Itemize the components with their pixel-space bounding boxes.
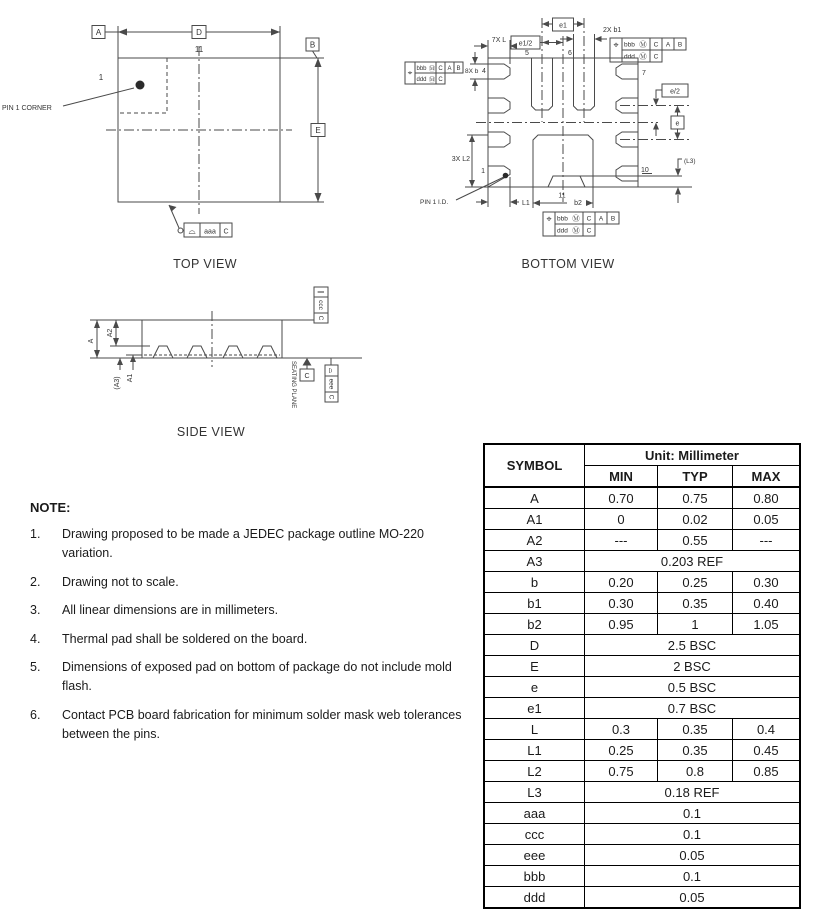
cell-symbol: e: [484, 677, 585, 698]
fcf-eee-label: eee: [327, 378, 335, 390]
lead-bump: [257, 346, 277, 358]
arrowhead: [577, 21, 584, 27]
table-header-row: [484, 444, 800, 466]
note-number: 3.: [30, 603, 41, 618]
arrowhead: [481, 43, 488, 49]
note-text: Drawing not to scale.: [62, 574, 179, 589]
thermal-pad-notch: [548, 176, 585, 187]
pad-pin10: [616, 166, 638, 181]
cell-symbol: eee: [484, 845, 585, 866]
top-view-drawing: [0, 10, 360, 255]
datum-b-label: B: [309, 40, 316, 50]
fcf-datum-label: B: [456, 66, 461, 72]
arrowhead: [94, 350, 100, 358]
col-header-unit: Unit: Millimeter: [585, 444, 801, 466]
dim-2xb1-label: 2X b1: [603, 27, 622, 34]
fcf-datum-label: C: [438, 66, 443, 72]
fcf-ddd-label: ddd: [416, 77, 427, 83]
m-modifier-icon: Ⓜ: [572, 214, 580, 223]
fcf-datum-label: A: [665, 41, 671, 49]
table-row: [484, 677, 800, 698]
side-view-caption: SIDE VIEW: [176, 425, 246, 439]
pin1-id-dot: [503, 173, 509, 179]
seating-plane-label: SEATING PLANE: [290, 361, 296, 409]
table-row: [484, 761, 800, 782]
notes-section: [30, 500, 468, 753]
arrowhead: [542, 40, 549, 45]
position-symbol-icon: ⌖: [613, 40, 619, 50]
arrowhead: [556, 40, 563, 45]
cell-min: 0.70: [585, 487, 658, 509]
cell-span-value: 0.7 BSC: [585, 698, 801, 719]
pin7-label: 7: [642, 70, 646, 77]
table-row: [484, 803, 800, 824]
cell-min: 0.25: [585, 740, 658, 761]
fcf-datum-label: A: [447, 66, 452, 72]
datum-c-label: C: [304, 373, 310, 380]
fcf-ddd-label: ddd: [624, 53, 635, 61]
m-modifier-icon: Ⓜ: [639, 52, 647, 61]
note-number: 1.: [30, 527, 41, 541]
fcf-datum-label: C: [317, 315, 324, 321]
side-view-drawing: [70, 285, 370, 430]
note-text: Dimensions of exposed pad on bottom of package do not include mold flash.: [62, 659, 452, 694]
note-number: 4.: [30, 631, 41, 646]
pad-pin7: [616, 64, 638, 79]
cell-typ: 0.75: [658, 487, 733, 509]
note-item: [30, 601, 468, 620]
cell-max: 0.30: [733, 572, 801, 593]
col-header-min: MIN: [585, 466, 658, 488]
table-row: [484, 551, 800, 572]
profile-symbol-icon: ⌓: [327, 367, 334, 374]
arrowhead: [510, 199, 517, 205]
cell-min: 0.30: [585, 593, 658, 614]
dim-ehalf-leader: [656, 90, 662, 98]
arrowhead: [113, 338, 119, 346]
cell-symbol: D: [484, 635, 585, 656]
table-row: [484, 740, 800, 761]
cell-symbol: A: [484, 487, 585, 509]
note-item: [30, 525, 468, 564]
pad-pin6: [574, 58, 595, 110]
m-modifier-icon: Ⓜ: [639, 40, 647, 49]
bottom-view-caption: BOTTOM VIEW: [521, 257, 615, 271]
cell-span-value: 0.5 BSC: [585, 677, 801, 698]
note-text: All linear dimensions are in millimeters.: [62, 603, 279, 618]
pin5-label: 5: [525, 50, 529, 57]
fcf-datum-c-label: C: [223, 228, 229, 236]
cell-symbol: b2: [484, 614, 585, 635]
arrowhead: [315, 193, 322, 202]
cell-min: 0.75: [585, 761, 658, 782]
thermal-pad-outline: [533, 135, 593, 187]
position-symbol-icon: ⌖: [546, 214, 552, 224]
cell-typ: 0.35: [658, 593, 733, 614]
arrowhead: [567, 36, 574, 42]
note-item: [30, 630, 468, 649]
cell-symbol: A2: [484, 530, 585, 551]
fcf-datum-label: C: [586, 227, 592, 235]
dim-3xl2-label: 3X L2: [451, 156, 470, 163]
datum-a-label: A: [95, 28, 102, 37]
cell-symbol: A3: [484, 551, 585, 572]
pin1-corner-label: PIN 1 CORNER: [2, 105, 52, 112]
fcf-datum-label: C: [438, 77, 443, 83]
notes-title: NOTE:: [30, 500, 71, 515]
note-item: [30, 706, 468, 745]
cell-symbol: L: [484, 719, 585, 740]
cell-min: 0: [585, 509, 658, 530]
cell-min: 0.20: [585, 572, 658, 593]
note-number: 5.: [30, 659, 41, 674]
fcf-frame-bottom: [543, 212, 619, 236]
all-around-icon: [178, 228, 183, 233]
cell-symbol: b1: [484, 593, 585, 614]
arrowhead: [675, 106, 681, 113]
fcf-datum-label: C: [653, 41, 659, 49]
dim-l3-label: (L3): [684, 158, 696, 165]
cell-max: 0.45: [733, 740, 801, 761]
cell-span-value: 0.1: [585, 803, 801, 824]
table-row: [484, 593, 800, 614]
arrowhead: [595, 36, 602, 42]
arrowhead: [586, 200, 593, 206]
cell-span-value: 0.05: [585, 887, 801, 909]
pin1-label: 1: [481, 168, 485, 175]
fcf-datum-label: B: [677, 41, 683, 49]
bottom-view-drawing: [400, 10, 745, 245]
m-modifier-icon: Ⓜ: [428, 65, 436, 73]
cell-max: 0.85: [733, 761, 801, 782]
fcf-datum-label: C: [586, 215, 592, 223]
cell-symbol: e1: [484, 698, 585, 719]
table-row: [484, 824, 800, 845]
arrowhead: [533, 200, 540, 206]
arrowhead: [118, 29, 127, 36]
arrowhead: [469, 180, 475, 187]
arrowhead: [271, 29, 280, 36]
arrowhead: [481, 199, 488, 205]
cell-span-value: 0.203 REF: [585, 551, 801, 572]
arrowhead: [653, 99, 659, 106]
fcf-ddd-label: ddd: [557, 227, 568, 235]
cell-max: 1.05: [733, 614, 801, 635]
fcf-datum-label: C: [653, 53, 659, 61]
cell-symbol: A1: [484, 509, 585, 530]
table-row: [484, 635, 800, 656]
cell-max: 0.40: [733, 593, 801, 614]
arrowhead: [675, 169, 681, 177]
arrowhead: [315, 58, 322, 67]
cell-typ: 0.02: [658, 509, 733, 530]
note-item: [30, 658, 468, 697]
profile-symbol-icon: ⌓: [188, 226, 196, 236]
table-row: [484, 845, 800, 866]
pad-pin3: [488, 98, 510, 113]
table-row: [484, 509, 800, 530]
dim-ehalf-label: e/2: [670, 88, 680, 96]
fcf-aaa-label: aaa: [204, 228, 216, 236]
dim-e-label: e: [675, 120, 680, 128]
fcf-datum-label: C: [327, 394, 335, 400]
cell-max: 0.80: [733, 487, 801, 509]
pad-pin4: [488, 64, 510, 79]
arrowhead: [113, 320, 119, 328]
cell-span-value: 0.18 REF: [585, 782, 801, 803]
pin10-label: 10: [641, 167, 649, 174]
dim-a2-label: A2: [107, 328, 114, 338]
arrowhead: [653, 123, 659, 130]
note-number: 2.: [30, 574, 41, 589]
note-item: [30, 573, 468, 592]
table-row: [484, 614, 800, 635]
table-row: [484, 698, 800, 719]
note-number: 6.: [30, 707, 41, 722]
dim-l3-lines: [678, 159, 682, 168]
cell-symbol: ddd: [484, 887, 585, 909]
fcf-bbb-label: bbb: [624, 41, 635, 49]
col-header-typ: TYP: [658, 466, 733, 488]
fcf-ccc-label: ccc: [317, 300, 324, 310]
table-row: [484, 530, 800, 551]
cell-typ: 0.25: [658, 572, 733, 593]
note-text: Contact PCB board fabrication for minimum solder mask web tolerances between the pins.: [62, 707, 462, 741]
pin1-index-label: 1: [98, 73, 104, 82]
pin1-id-leader: [456, 177, 505, 201]
cell-typ: 0.55: [658, 530, 733, 551]
table-row: [484, 656, 800, 677]
fcf-datum-label: A: [598, 215, 604, 223]
table-row: [484, 866, 800, 887]
dim-e1half-label: e1/2: [518, 40, 533, 48]
arrowhead: [117, 358, 123, 365]
cell-span-value: 0.05: [585, 845, 801, 866]
dim-b2-label: b2: [574, 200, 582, 207]
pin1-marker-dot: [136, 81, 145, 90]
cell-max: 0.4: [733, 719, 801, 740]
pin6-label: 6: [568, 50, 572, 57]
cell-span-value: 2.5 BSC: [585, 635, 801, 656]
arrowhead: [675, 187, 681, 195]
dim-8xb-label: 8X b: [465, 68, 479, 75]
arrowhead: [472, 79, 478, 86]
cell-symbol: L2: [484, 761, 585, 782]
cell-symbol: aaa: [484, 803, 585, 824]
dimension-table: [483, 443, 801, 909]
table-row: [484, 719, 800, 740]
cell-span-value: 2 BSC: [585, 656, 801, 677]
col-header-symbol: SYMBOL: [484, 444, 585, 487]
cell-max: ---: [733, 530, 801, 551]
cell-typ: 1: [658, 614, 733, 635]
m-modifier-icon: Ⓜ: [428, 76, 436, 84]
lead-bump: [187, 346, 207, 358]
dim-a-label: A: [88, 338, 95, 344]
pad-pin5: [532, 58, 553, 110]
dim-e1-label: e1: [559, 22, 567, 30]
dim-d-label: D: [196, 28, 202, 37]
cell-min: 0.95: [585, 614, 658, 635]
dim-l1-label: L1: [522, 200, 530, 207]
fcf-datum-label: B: [610, 215, 616, 223]
lead-bump: [223, 346, 243, 358]
dim-7xl-label: 7X L: [491, 37, 507, 44]
cell-typ: 0.35: [658, 719, 733, 740]
note-text: Drawing proposed to be made a JEDEC package outline MO-220 variation.: [62, 527, 425, 561]
pin1-corner-leader: [63, 88, 134, 106]
top-view-caption: TOP VIEW: [173, 257, 237, 271]
cell-span-value: 0.1: [585, 866, 801, 887]
pin1-id-label: PIN 1 I.D.: [420, 199, 449, 206]
cell-symbol: L1: [484, 740, 585, 761]
arrowhead: [94, 320, 100, 328]
col-header-max: MAX: [733, 466, 801, 488]
note-text: Thermal pad shall be soldered on the board.: [62, 631, 308, 646]
cell-symbol: b: [484, 572, 585, 593]
cell-typ: 0.8: [658, 761, 733, 782]
dim-e-label: E: [315, 126, 321, 135]
cell-symbol: L3: [484, 782, 585, 803]
table-row: [484, 487, 800, 509]
cell-symbol: ccc: [484, 824, 585, 845]
table-row: [484, 572, 800, 593]
arrowhead: [472, 57, 478, 64]
seating-plane-datum-icon: [303, 358, 312, 366]
parallel-symbol-icon: ∥: [317, 290, 324, 294]
cell-min: 0.3: [585, 719, 658, 740]
fcf-bbb-label: bbb: [416, 66, 427, 72]
cell-min: ---: [585, 530, 658, 551]
cell-span-value: 0.1: [585, 824, 801, 845]
dim-a1-label: A1: [127, 373, 134, 383]
table-row: [484, 887, 800, 909]
arrowhead: [469, 135, 475, 142]
arrowhead: [675, 133, 681, 140]
position-symbol-icon: ⌖: [407, 68, 413, 78]
cell-typ: 0.35: [658, 740, 733, 761]
cell-symbol: bbb: [484, 866, 585, 887]
pin4-label: 4: [482, 68, 486, 75]
cell-max: 0.05: [733, 509, 801, 530]
pad-pin2: [488, 132, 510, 147]
pad11-label: 11: [558, 192, 566, 200]
m-modifier-icon: Ⓜ: [572, 226, 580, 235]
fcf-bbb-label: bbb: [557, 215, 568, 223]
lead-bump: [153, 346, 173, 358]
pad11-label: 11: [194, 45, 204, 54]
arrowhead: [542, 21, 549, 27]
table-row: [484, 782, 800, 803]
dim-a3-label: (A3): [114, 376, 121, 390]
cell-symbol: E: [484, 656, 585, 677]
